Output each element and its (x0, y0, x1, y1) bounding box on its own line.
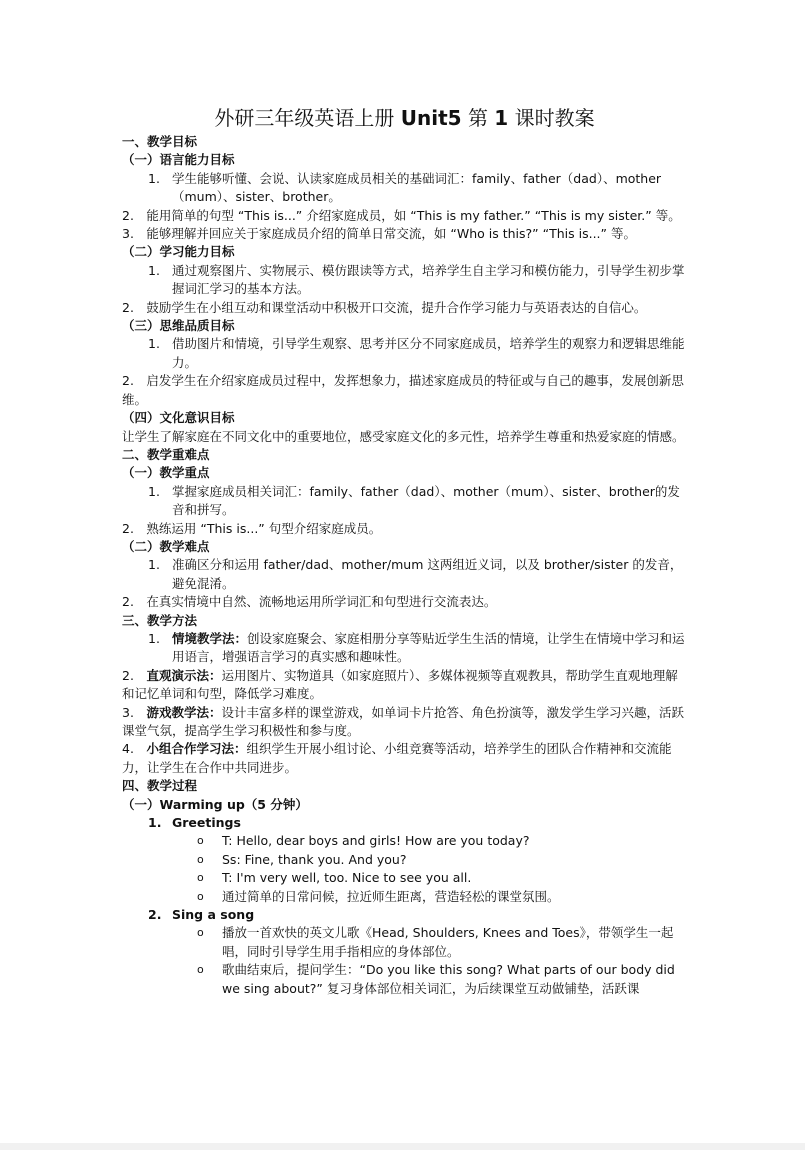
bullet-item: o T: I'm very well, too. Nice to see you all. (122, 869, 685, 887)
paragraph-item: 2. 在真实情境中自然、流畅地运用所学词汇和句型进行交流表达。 (122, 594, 497, 610)
bullet-item: o 通过简单的日常问候，拉近师生距离，营造轻松的课堂氛围。 (122, 888, 685, 906)
page-bottom-margin (0, 1143, 805, 1150)
bullet-icon: o (197, 963, 204, 977)
subheading-thinking-quality: （三）思维品质目标 (122, 318, 235, 334)
list-item-sing-a-song: 2. Sing a song (148, 907, 255, 923)
paragraph-item: 4. 小组合作学习法：组织学生开展小组讨论、小组竞赛等活动，培养学生的团队合作精神和交流能力，让学生在合作中共同进步。 (122, 741, 672, 775)
bullet-icon: o (197, 926, 204, 940)
subheading-difficulties: （二）教学难点 (122, 538, 210, 554)
subheading-warming-up: （一）Warming up（5 分钟） (122, 796, 308, 812)
paragraph-item: 2. 直观演示法：运用图片、实物道具（如家庭照片）、多媒体视频等直观教具，帮助学生直观地理解和记忆单词和句型，降低学习难度。 (122, 667, 678, 702)
section-heading-objectives: 一、教学目标 (122, 134, 198, 149)
paragraph-item: 2. 熟练运用 “This is...” 句型介绍家庭成员。 (122, 520, 382, 536)
list-item: 1. 通过观察图片、实物展示、模仿跟读等方式，培养学生自主学习和模仿能力，引导学生初步掌握词汇学习的基本方法。 (148, 262, 685, 297)
list-item: 1. 情境教学法：创设家庭聚会、家庭相册分享等贴近学生生活的情境，让学生在情境中学习和运用语言，增强语言学习的真实感和趣味性。 (148, 630, 685, 665)
list-item: 1. 借助图片和情境，引导学生观察、思考并区分不同家庭成员，培养学生的观察力和逻辑思维能力。 (148, 336, 685, 370)
paragraph-item: 3. 能够理解并回应关于家庭成员介绍的简单日常交流，如 “Who is this?” “This is...” 等。 (122, 226, 636, 242)
subheading-cultural-awareness: （四）文化意识目标 (122, 410, 235, 426)
section-heading-methods: 三、教学方法 (122, 612, 198, 628)
list-item: 1. 掌握家庭成员相关词汇：family、father（dad）、mother（mum）、sister、brother的发音和拼写。 (148, 483, 680, 518)
subheading-learning-ability: （二）学习能力目标 (122, 244, 235, 260)
document-content (122, 104, 685, 998)
paragraph-item: 3. 游戏教学法：设计丰富多样的课堂游戏，如单词卡片抢答、角色扮演等，激发学生学习兴趣，活跃课堂气氛，提高学生学习积极性和参与度。 (122, 704, 684, 738)
section-heading-process: 四、教学过程 (122, 778, 198, 794)
paragraph-item: 2. 能用简单的句型 “This is...” 介绍家庭成员，如 “This is my father.” “This is my sister.” 等。 (122, 207, 681, 223)
list-item: 1. 学生能够听懂、会说、认读家庭成员相关的基础词汇：family、father（dad）、mother（mum）、sister、brother。 (148, 170, 662, 205)
subheading-key-points: （一）教学重点 (122, 465, 210, 481)
list-item: 1. 准确区分和运用 father/dad、mother/mum 这两组近义词，以及 brother/sister 的发音，避免混淆。 (148, 557, 683, 591)
subheading-language-ability: （一）语言能力目标 (122, 152, 235, 168)
paragraph-item: 2. 启发学生在介绍家庭成员过程中，发挥想象力，描述家庭成员的特征或与自己的趣事，发展创新思维。 (122, 373, 684, 407)
bullet-icon: o (197, 852, 204, 866)
document-title: 外研三年级英语上册 Unit5 第 1 课时教案 (214, 106, 595, 130)
bullet-item: o T: Hello, dear boys and girls! How are you today? (122, 832, 685, 850)
section-heading-key-points: 二、教学重难点 (122, 446, 210, 462)
bullet-icon: o (197, 834, 204, 848)
bullet-icon: o (197, 889, 204, 903)
bullet-icon: o (197, 871, 204, 885)
list-item-greetings: 1. Greetings (148, 815, 241, 831)
bullet-item: o 播放一首欢快的英文儿歌《Head, Shoulders, Knees and Toes》，带领学生一起唱，同时引导学生用手指相应的身体部位。 (197, 925, 674, 959)
paragraph: 让学生了解家庭在不同文化中的重要地位，感受家庭文化的多元性，培养学生尊重和热爱家庭的情感。 (122, 428, 685, 444)
paragraph-item: 2. 鼓励学生在小组互动和课堂活动中积极开口交流，提升合作学习能力与英语表达的自信心。 (122, 299, 647, 315)
bullet-item: o 歌曲结束后，提问学生：“Do you like this song? What parts of our body did we sing about?” 复习身体部位相关词汇，为后续课堂互动做铺垫，活跃课 (197, 962, 675, 996)
bullet-item: o Ss: Fine, thank you. And you? (122, 851, 685, 869)
